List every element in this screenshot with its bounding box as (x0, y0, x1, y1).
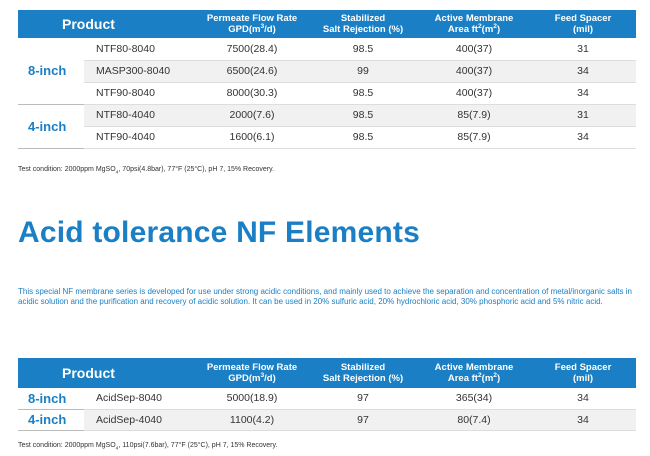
table-row (18, 60, 636, 82)
note2-sub: 4 (115, 446, 119, 452)
header-area-line1: Active Membrane (434, 362, 514, 373)
flow-cell: 1600(6.1) (196, 126, 308, 148)
model-cell: MASP300-8040 (84, 60, 196, 82)
rejection-cell: 98.5 (308, 82, 418, 104)
header-spacer-line1: Feed Spacer (554, 362, 612, 373)
flow-cell: 7500(28.4) (196, 38, 308, 60)
header-flow-line1: Permeate Flow Rate (206, 13, 298, 24)
header-flow-rate (196, 358, 308, 388)
spacer-cell: 31 (530, 38, 636, 60)
acid-nf-elements-table (18, 358, 636, 431)
spacer-cell: 34 (530, 60, 636, 82)
header-flow-tail: /d) (264, 24, 276, 35)
header-rejection-line1: Stabilized (340, 362, 386, 373)
table-row (18, 126, 636, 148)
size-cell-8-inch: 8-inch (18, 388, 84, 409)
header-area-tail: ) (496, 24, 501, 35)
nf-elements-table (18, 10, 636, 149)
header-rejection-line2: Salt Rejection (%) (322, 373, 404, 384)
header-feed-spacer (530, 358, 636, 388)
table-row (18, 409, 636, 430)
header-rejection-line2: Salt Rejection (%) (322, 24, 404, 35)
header-area-line2: Area ft (447, 24, 478, 35)
header-spacer-line2: (mil) (572, 373, 594, 384)
note1-post: , 70psi(4.8bar), 77°F (25°C), pH 7, 15% Recovery. (118, 166, 275, 173)
header-spacer-line1: Feed Spacer (554, 13, 612, 24)
table-row (18, 104, 636, 126)
flow-cell: 8000(30.3) (196, 82, 308, 104)
header-area-line1: Active Membrane (434, 13, 514, 24)
spacer-cell: 34 (530, 409, 636, 430)
model-cell: AcidSep-8040 (84, 388, 196, 409)
table-row (18, 38, 636, 60)
area-cell: 400(37) (418, 82, 530, 104)
note1-pre: Test condition: 2000ppm MgSO (18, 166, 116, 173)
header-flow-sup: 3 (260, 371, 265, 379)
rejection-cell: 97 (308, 409, 418, 430)
table-header-row (18, 10, 636, 38)
header-spacer-line2: (mil) (572, 24, 594, 35)
table-header-row (18, 358, 636, 388)
header-area-mid: (m (481, 24, 494, 35)
spacer-cell: 34 (530, 126, 636, 148)
rejection-cell: 98.5 (308, 104, 418, 126)
model-cell: NTF90-4040 (84, 126, 196, 148)
rejection-cell: 98.5 (308, 38, 418, 60)
spacer-cell: 34 (530, 388, 636, 409)
flow-cell: 6500(24.6) (196, 60, 308, 82)
flow-cell: 2000(7.6) (196, 104, 308, 126)
size-group-4-inch: 4-inch (18, 104, 84, 148)
test-condition-note-2 (18, 442, 278, 452)
area-cell: 80(7.4) (418, 409, 530, 430)
header-area-sup2: 2 (493, 371, 497, 379)
flow-cell: 5000(18.9) (196, 388, 308, 409)
size-cell-4-inch: 4-inch (18, 409, 84, 430)
area-cell: 85(7.9) (418, 104, 530, 126)
table-row (18, 82, 636, 104)
model-cell: NTF80-4040 (84, 104, 196, 126)
test-condition-note-1 (18, 166, 275, 176)
spacer-cell: 34 (530, 82, 636, 104)
header-flow-sup: 3 (260, 22, 265, 30)
note1-sub: 4 (115, 170, 119, 176)
section-title: Acid tolerance NF Elements (18, 216, 420, 249)
table-row (18, 388, 636, 409)
area-cell: 400(37) (418, 60, 530, 82)
header-flow-line2: GPD(m (228, 373, 261, 384)
header-salt-rejection (308, 10, 418, 38)
header-area-sup2: 2 (493, 22, 497, 30)
header-membrane-area (418, 358, 530, 388)
header-flow-rate (196, 10, 308, 38)
rejection-cell: 98.5 (308, 126, 418, 148)
area-cell: 85(7.9) (418, 126, 530, 148)
flow-cell: 1100(4.2) (196, 409, 308, 430)
header-area-line2: Area ft (447, 373, 478, 384)
area-cell: 400(37) (418, 38, 530, 60)
header-salt-rejection (308, 358, 418, 388)
note2-pre: Test condition: 2000ppm MgSO (18, 442, 116, 449)
header-area-mid: (m (481, 373, 494, 384)
rejection-cell: 97 (308, 388, 418, 409)
header-flow-line1: Permeate Flow Rate (206, 362, 298, 373)
header-product: Product (18, 10, 196, 38)
model-cell: NTF90-8040 (84, 82, 196, 104)
header-flow-tail: /d) (264, 373, 276, 384)
note2-post: , 110psi(7.6bar), 77°F (25°C), pH 7, 15% Recovery. (118, 442, 278, 449)
header-flow-line2: GPD(m (228, 24, 261, 35)
area-cell: 365(34) (418, 388, 530, 409)
header-rejection-line1: Stabilized (340, 13, 386, 24)
header-area-tail: ) (496, 373, 501, 384)
header-area-sup: 2 (477, 22, 482, 30)
model-cell: NTF80-8040 (84, 38, 196, 60)
header-membrane-area (418, 10, 530, 38)
spacer-cell: 31 (530, 104, 636, 126)
header-area-sup: 2 (477, 371, 482, 379)
header-feed-spacer (530, 10, 636, 38)
section-description: This special NF membrane series is developed for use under strong acidic conditions, and mainly used to achieve the separation and concentration of metal/inorganic salts in acidic solution and the purification and recovery of acidic solution. It can be used in 20% sulfuric acid, 20% hydrochloric acid, 30% phosphoric acid and 5% nitric acid. (18, 287, 632, 306)
rejection-cell: 99 (308, 60, 418, 82)
size-group-8-inch: 8-inch (18, 38, 84, 104)
header-product: Product (18, 358, 196, 388)
model-cell: AcidSep-4040 (84, 409, 196, 430)
